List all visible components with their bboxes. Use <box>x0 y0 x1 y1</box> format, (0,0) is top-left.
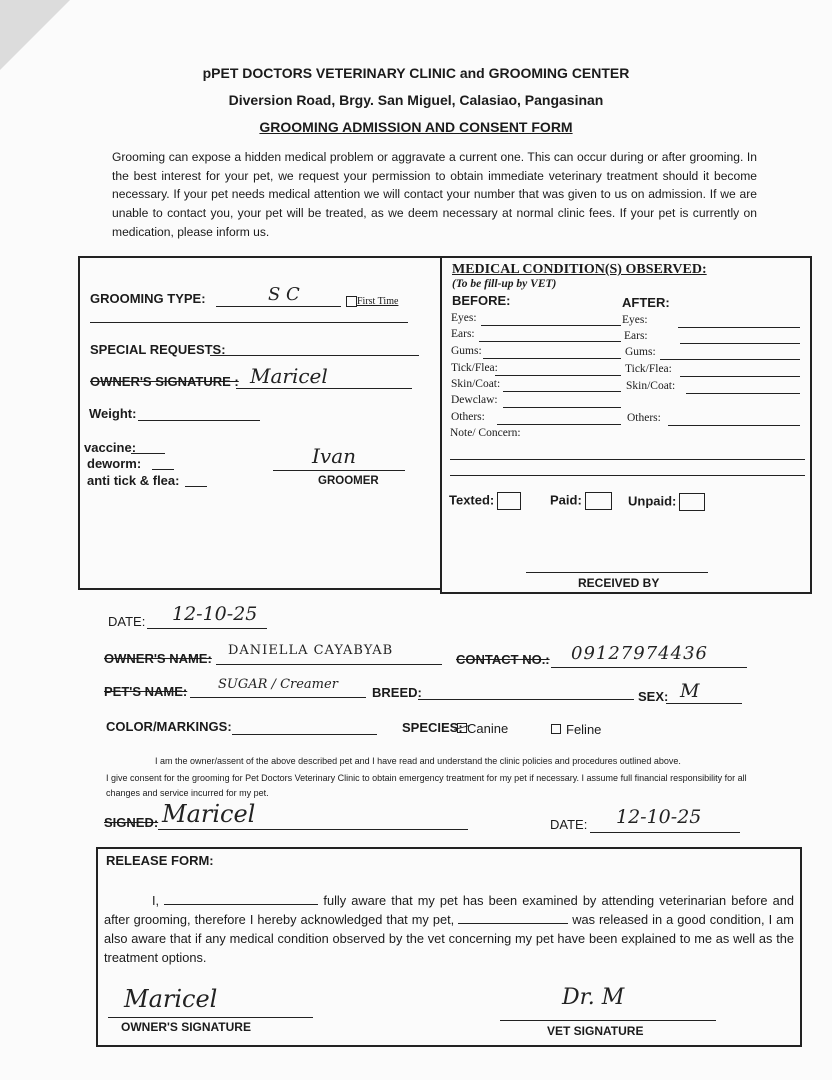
before-item-label: Ears: <box>451 328 475 340</box>
species-label: SPECIES: <box>402 720 463 735</box>
before-label: BEFORE: <box>452 293 511 308</box>
release-name-blank[interactable] <box>164 904 318 905</box>
consent-date-label: DATE: <box>550 817 588 832</box>
canine-option[interactable] <box>457 721 508 736</box>
date-value[interactable]: 12-10-25 <box>172 603 258 625</box>
after-item-line[interactable] <box>668 425 800 426</box>
release-text-a: I, <box>152 893 160 908</box>
signed-value[interactable]: Maricel <box>162 800 256 828</box>
unpaid-option[interactable] <box>628 493 705 511</box>
before-item-line[interactable] <box>481 325 621 326</box>
grooming-extra-line <box>90 322 408 323</box>
owner-name-line <box>216 664 442 665</box>
before-item-label: Eyes: <box>451 312 477 324</box>
date-label: DATE: <box>108 614 146 629</box>
owner-signature-value[interactable]: Maricel <box>250 364 328 388</box>
release-text-c: was released in a good condition, I am also aware that if any medical condition observed by the vet concerning my pet have been explained to me as well as the treatment options. <box>104 912 794 965</box>
groomer-label: GROOMER <box>318 475 379 487</box>
after-item-line[interactable] <box>678 327 800 328</box>
after-item-line[interactable] <box>660 359 800 360</box>
paid-checkbox[interactable] <box>585 492 612 510</box>
before-item-line[interactable] <box>503 391 621 392</box>
contact-value[interactable]: 09127974436 <box>571 643 708 664</box>
consent-date-line <box>590 832 740 833</box>
paid-option[interactable] <box>550 492 612 510</box>
groomer-line <box>273 470 405 471</box>
weight-label: Weight: <box>89 406 137 421</box>
paid-label: Paid: <box>550 492 582 508</box>
vet-signature-value[interactable]: Dr. M <box>562 985 625 1010</box>
after-item-line[interactable] <box>680 376 800 377</box>
contact-line <box>551 667 747 668</box>
canine-label: Canine <box>467 721 509 736</box>
after-item-label: Others: <box>627 412 661 424</box>
vet-fill-note: (To be fill-up by VET) <box>452 278 557 290</box>
unpaid-checkbox[interactable] <box>679 493 705 511</box>
sex-value[interactable]: M <box>680 680 700 702</box>
release-owner-signature-value[interactable]: Maricel <box>124 985 218 1013</box>
vet-signature-label: VET SIGNATURE <box>547 1024 644 1038</box>
before-item-line[interactable] <box>495 375 621 376</box>
note-concern-label: Note/ Concern: <box>450 427 521 439</box>
received-by-label: RECEIVED BY <box>578 576 660 590</box>
before-item-label: Skin/Coat: <box>451 378 501 390</box>
after-item-label: Gums: <box>625 346 656 358</box>
folded-corner <box>0 0 70 70</box>
release-text-b: fully aware that my pet has been examined by attending veterinarian before and after grooming, therefore I hereby acknowledged that my pet, <box>104 893 795 927</box>
before-item-label: Gums: <box>451 345 482 357</box>
feline-label: Feline <box>566 722 602 737</box>
release-paragraph <box>104 891 794 967</box>
signed-label: SIGNED: <box>104 815 159 830</box>
after-item-label: Ears: <box>624 330 648 342</box>
first-time-checkbox[interactable] <box>346 296 357 307</box>
grooming-type-line <box>216 306 341 307</box>
medical-condition-title: MEDICAL CONDITION(S) OBSERVED: <box>452 262 707 277</box>
after-label: AFTER: <box>622 295 670 310</box>
first-time-option[interactable] <box>346 296 398 307</box>
date-line <box>147 628 267 629</box>
feline-option[interactable] <box>551 722 601 737</box>
after-item-label: Tick/Flea: <box>625 363 672 375</box>
color-markings-label: COLOR/MARKINGS: <box>106 719 232 734</box>
received-by-line[interactable] <box>526 572 708 573</box>
before-item-line[interactable] <box>479 341 621 342</box>
before-item-line[interactable] <box>503 407 621 408</box>
texted-checkbox[interactable] <box>497 492 521 510</box>
before-item-label: Others: <box>451 411 485 423</box>
release-pet-blank[interactable] <box>458 923 568 924</box>
pet-name-value[interactable]: SUGAR / Creamer <box>218 677 338 692</box>
release-form-title: RELEASE FORM: <box>106 853 214 868</box>
deworm-line[interactable] <box>152 469 174 470</box>
anti-tick-line[interactable] <box>185 486 207 487</box>
owner-name-value[interactable]: DANIELLA CAYABYAB <box>228 643 394 658</box>
canine-checkbox[interactable] <box>457 723 467 733</box>
pet-name-line <box>190 697 366 698</box>
sex-line <box>666 703 742 704</box>
texted-label: Texted: <box>449 492 495 508</box>
deworm-label: deworm: <box>87 456 142 471</box>
clinic-name: pPET DOCTORS VETERINARY CLINIC and GROOMING CENTER <box>202 65 630 81</box>
before-item-line[interactable] <box>483 358 621 359</box>
signed-line <box>158 829 468 830</box>
after-item-line[interactable] <box>686 393 800 394</box>
release-owner-signature-label: OWNER'S SIGNATURE <box>121 1020 251 1034</box>
vaccine-line[interactable] <box>131 453 165 454</box>
before-item-line[interactable] <box>497 424 621 425</box>
special-requests-line[interactable] <box>210 355 419 356</box>
first-time-label: First Time <box>357 296 399 307</box>
consent-line-2: I give consent for the grooming for Pet Doctors Veterinary Clinic to obtain emergency treatment for my pet if necessary. I assume full financial responsibility for all changes and service incurred for my pet. <box>106 773 747 798</box>
unpaid-label: Unpaid: <box>628 493 677 509</box>
after-item-label: Skin/Coat: <box>626 380 676 392</box>
clinic-address: Diversion Road, Brgy. San Miguel, Calasiao, Pangasinan <box>228 92 604 108</box>
consent-line-1: I am the owner/assent of the above described pet and I have read and understand the clinic policies and procedures outlined above. <box>155 756 681 766</box>
breed-label: BREED: <box>372 685 422 700</box>
anti-tick-label: anti tick & flea: <box>87 473 180 488</box>
feline-checkbox[interactable] <box>551 724 561 734</box>
breed-line[interactable] <box>418 699 634 700</box>
texted-option[interactable] <box>449 492 521 510</box>
color-markings-line[interactable] <box>232 734 377 735</box>
release-owner-signature-line <box>108 1017 313 1018</box>
intro-paragraph: Grooming can expose a hidden medical problem or aggravate a current one. This can occur during or after grooming. In the best interest for your pet, we request your permission to obtain immediate veterinary treatment should it become necessary. If your pet needs medical attention we will contact your number that was given to us on admission. If we are unable to contact you, your pet will be treated, as we deem necessary at normal clinic fees. If your pet is currently on medication, please inform us. <box>112 150 757 239</box>
after-item-line[interactable] <box>680 343 800 344</box>
note-line-2[interactable] <box>450 475 805 476</box>
owner-signature-label: OWNER'S SIGNATURE : <box>90 374 239 389</box>
note-line-1[interactable] <box>450 459 805 460</box>
after-item-label: Eyes: <box>622 314 648 326</box>
weight-line[interactable] <box>138 420 260 421</box>
contact-label: CONTACT NO.: <box>456 652 550 667</box>
vet-signature-line <box>500 1020 716 1021</box>
pet-name-label: PET'S NAME: <box>104 684 188 699</box>
vaccine-label: vaccine: <box>84 440 137 455</box>
owner-signature-line <box>236 388 412 389</box>
sex-label: SEX: <box>638 689 669 704</box>
groomer-value[interactable]: Ivan <box>312 444 357 468</box>
before-item-label: Dewclaw: <box>451 394 498 406</box>
before-item-label: Tick/Flea: <box>451 362 498 374</box>
special-requests-label: SPECIAL REQUESTS: <box>90 342 226 357</box>
form-title: GROOMING ADMISSION AND CONSENT FORM <box>259 119 573 135</box>
grooming-type-label: GROOMING TYPE: <box>90 291 206 306</box>
consent-date-value[interactable]: 12-10-25 <box>616 806 702 828</box>
owner-name-label: OWNER'S NAME: <box>104 651 212 666</box>
grooming-type-value[interactable]: S C <box>268 284 300 305</box>
